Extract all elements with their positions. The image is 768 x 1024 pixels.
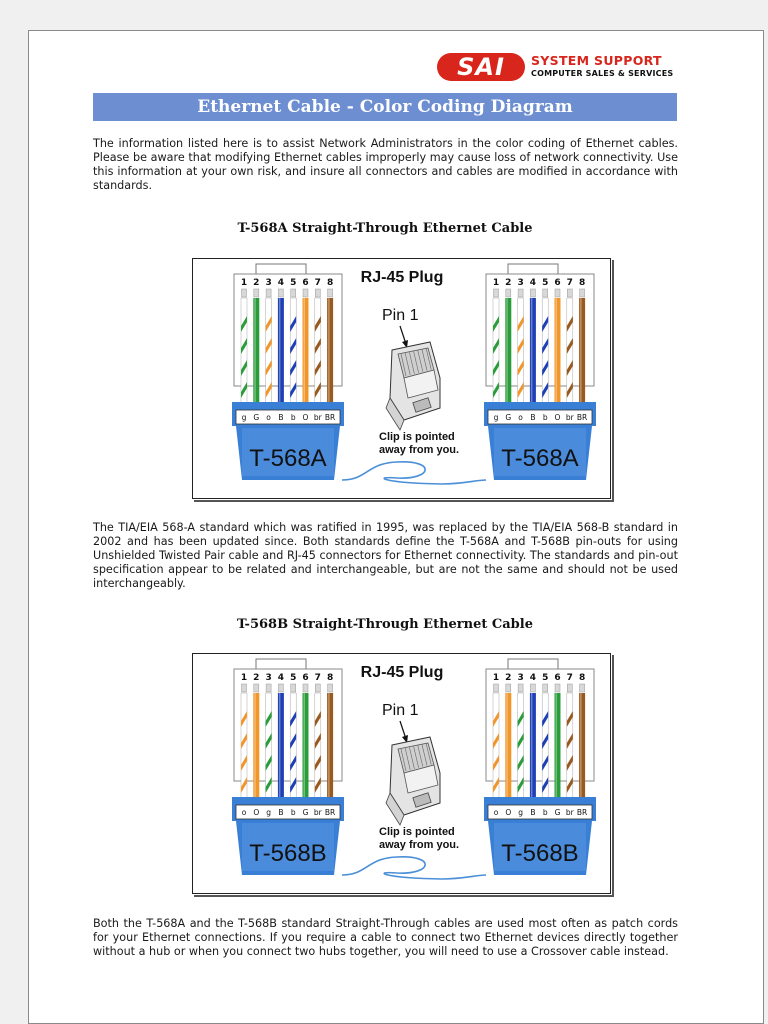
diagram-568a-right-pin-number: 7	[566, 278, 573, 288]
diagram-568a-left-wire	[253, 289, 259, 410]
diagram-568b-right-wire-code: BR	[576, 808, 588, 817]
diagram-568a-left-wire-code: B	[278, 413, 284, 422]
diagram-568a-left-wire-code: g	[241, 413, 247, 422]
diagram-568b-plug-label: RJ-45 Plug	[360, 664, 444, 681]
diagram-568a-left-pin-number: 2	[253, 278, 260, 288]
diagram-568a-left-wire	[266, 289, 272, 410]
diagram-568b-left-wire-code: o	[241, 808, 247, 817]
logo-company-name: SYSTEM SUPPORT	[531, 53, 662, 68]
diagram-568b-left-wire	[303, 684, 309, 805]
diagram-568a-left-connector	[232, 264, 344, 480]
diagram-568a-left-wire	[327, 289, 333, 410]
diagram-568b-right-wire	[567, 684, 573, 805]
company-logo	[437, 51, 677, 83]
diagram-568b-left-wire	[315, 684, 321, 805]
diagram-568b-left-boot	[232, 797, 344, 875]
diagram-568b-clip-note-line1: Clip is pointed	[379, 826, 455, 838]
diagram-568b-right-wire	[555, 684, 561, 805]
diagram-568a-left-wire-code: o	[266, 413, 271, 422]
diagram-568a-right-wire	[542, 289, 548, 410]
diagram-568b-right-wire	[493, 684, 499, 805]
diagram-568b-right-pin-number: 1	[492, 673, 500, 683]
diagram-568b-left-pin-number: 8	[326, 673, 334, 683]
diagram-568a-left-pin-number: 1	[240, 278, 248, 288]
diagram-568a-left-pin-number: 8	[326, 278, 334, 288]
diagram-568b-right-pin-number: 4	[529, 673, 537, 683]
diagram-568a-right-wire	[555, 289, 561, 410]
diagram-568b-right-connector	[484, 659, 596, 875]
diagram-568b-left-pin-number: 2	[253, 673, 260, 683]
diagram-568a-left-standard-label: T-568A	[249, 445, 327, 472]
page-title: Ethernet Cable - Color Coding Diagram	[93, 93, 677, 121]
diagram-568b-right-wire	[542, 684, 548, 805]
diagram-568a-right-wire-code: G	[505, 413, 512, 422]
diagram-568a-pin-label: Pin 1	[382, 307, 419, 324]
diagram-568b-right-wire	[530, 684, 536, 805]
diagram-568a-left-wire-code: O	[302, 413, 309, 422]
diagram-568b-right-wire-code: G	[554, 808, 561, 817]
diagram-568a-left-wire-code: b	[290, 413, 296, 422]
diagram-568a-left-wire	[303, 289, 309, 410]
diagram-568b-clip-note-line2: away from you.	[379, 839, 460, 851]
diagram-568b-right-pin-number: 6	[554, 673, 561, 683]
closing-paragraph: Both the T-568A and the T-568B standard Straight-Through cables are used most often as patch cords for your Ethernet connections. If you require a cable to connect two Ethernet devices directly together without a hub or when you connect two hubs together, you will need to use a Crossover cable instead.	[93, 917, 678, 958]
diagram-568b-left-wire	[266, 684, 272, 805]
diagram-568b-right-wire-code: g	[518, 808, 523, 817]
diagram-568b-right-pin-number: 3	[517, 673, 524, 683]
diagram-568a-right-pin-number: 1	[492, 278, 500, 288]
diagram-568b-right-wire-code: O	[505, 808, 512, 817]
diagram-568b-left-wire	[327, 684, 333, 805]
diagram-568b-right-wire-code: br	[565, 808, 574, 817]
diagram-568a-right-wire-code: BR	[576, 413, 588, 422]
diagram-568a-right-wire-code: O	[554, 413, 561, 422]
diagram-568a-right-wire-code: g	[493, 413, 499, 422]
diagram-568b-left-wire-code: b	[290, 808, 296, 817]
diagram-568a-left-pin-number: 4	[277, 278, 285, 288]
diagram-568b-left-pin-number: 3	[265, 673, 272, 683]
diagram-568b-right-wire-code: B	[530, 808, 536, 817]
diagram-568b-left-connector	[232, 659, 344, 875]
section-heading-568b: T-568B Straight-Through Ethernet Cable	[237, 617, 533, 632]
diagram-568a-right-standard-label: T-568A	[501, 445, 579, 472]
diagram-568a-right-pin-number: 4	[529, 278, 537, 288]
diagram-568a-right-wire	[493, 289, 499, 410]
diagram-568a-right-pin-number: 2	[505, 278, 512, 288]
diagram-568a-left-boot	[232, 402, 344, 480]
diagram-568b-right-wire	[518, 684, 524, 805]
diagram-568b-left-wire	[278, 684, 284, 805]
diagram-568a-right-wire	[567, 289, 573, 410]
diagram-568b-left-wire-code: O	[253, 808, 260, 817]
diagram-568a-right-wire	[518, 289, 524, 410]
diagram-568b-left-standard-label: T-568B	[249, 840, 327, 867]
diagram-568b-left-wire	[253, 684, 259, 805]
diagram-568b-right-wire-code: o	[493, 808, 499, 817]
diagram-568a-left-pin-number: 6	[302, 278, 309, 288]
diagram-568b-left-wire-code: br	[313, 808, 322, 817]
diagram-568b-left-pin-number: 5	[290, 673, 297, 683]
diagram-568a-clip-note-line2: away from you.	[379, 444, 460, 456]
diagram-568a-plug-label: RJ-45 Plug	[360, 269, 444, 286]
diagram-568a-right-pin-number: 6	[554, 278, 561, 288]
intro-paragraph: The information listed here is to assist Network Administrators in the color coding of Ethernet cables. Please be aware that modifying Ethernet cables improperly may cause loss of network connectivity. Use this information at your own risk, and insure all connectors and cables are modified in accordance with standards.	[93, 137, 678, 192]
diagram-568a-right-wire-code: br	[565, 413, 574, 422]
standards-paragraph: The TIA/EIA 568-A standard which was ratified in 1995, was replaced by the TIA/EIA 568-B standard in 2002 and has been updated since. Both standards define the T-568A and T-568B pin-outs for using Unshielded Twisted Pair cable and RJ-45 connectors for Ethernet connectivity. The standards and pin-out specification appear to be related and interchangeable, but are not the same and should not be used interchangeably.	[93, 521, 678, 590]
diagram-568a-left-wire	[278, 289, 284, 410]
diagram-568a-right-wire	[530, 289, 536, 410]
diagram-568b-right-pin-number: 7	[566, 673, 573, 683]
diagram-568b-right-wire-code: b	[542, 808, 548, 817]
diagram-568b-right-pin-number: 8	[578, 673, 586, 683]
diagram-568a-left-pin-number: 7	[314, 278, 321, 288]
logo-mark: SAI	[437, 53, 525, 81]
diagram-568b-right-pin-number: 2	[505, 673, 512, 683]
diagram-568a-right-boot	[484, 402, 596, 480]
diagram-568b-pin-label: Pin 1	[382, 702, 419, 719]
diagram-568a-left-wire	[241, 289, 247, 410]
diagram-568b-right-boot	[484, 797, 596, 875]
logo-tagline: COMPUTER SALES & SERVICES	[531, 69, 674, 78]
diagram-568a-right-pin-number: 8	[578, 278, 586, 288]
diagram-568b-right-standard-label: T-568B	[501, 840, 579, 867]
diagram-568b-left-pin-number: 7	[314, 673, 321, 683]
diagram-568b	[192, 653, 612, 895]
diagram-568b-right-pin-number: 5	[542, 673, 549, 683]
diagram-568a-right-wire	[579, 289, 585, 410]
diagram-568a-left-wire-code: br	[313, 413, 322, 422]
diagram-568a-left-wire	[315, 289, 321, 410]
diagram-568a-left-pin-number: 3	[265, 278, 272, 288]
diagram-568b-left-pin-number: 6	[302, 673, 309, 683]
diagram-568a-right-wire-code: b	[542, 413, 548, 422]
diagram-568b-left-wire	[241, 684, 247, 805]
diagram-568a-right-wire-code: o	[518, 413, 523, 422]
diagram-568a-right-pin-number: 3	[517, 278, 524, 288]
diagram-568a-left-wire	[290, 289, 296, 410]
diagram-568b-left-wire	[290, 684, 296, 805]
section-heading-568a: T-568A Straight-Through Ethernet Cable	[237, 221, 533, 236]
diagram-568b-left-wire-code: BR	[324, 808, 336, 817]
diagram-568a-left-wire-code: G	[253, 413, 260, 422]
diagram-568b-left-pin-number: 4	[277, 673, 285, 683]
diagram-568a-right-connector	[484, 264, 596, 480]
document-page	[28, 30, 764, 1024]
diagram-568a-right-wire-code: B	[530, 413, 536, 422]
diagram-568a-left-wire-code: BR	[324, 413, 336, 422]
diagram-568a	[192, 258, 612, 500]
diagram-568a-right-pin-number: 5	[542, 278, 549, 288]
diagram-568b-left-wire-code: g	[266, 808, 271, 817]
diagram-568a-clip-note-line1: Clip is pointed	[379, 431, 455, 443]
diagram-568b-right-wire	[505, 684, 511, 805]
diagram-568b-left-pin-number: 1	[240, 673, 248, 683]
diagram-568a-left-pin-number: 5	[290, 278, 297, 288]
diagram-568b-left-wire-code: G	[302, 808, 309, 817]
diagram-568b-right-wire	[579, 684, 585, 805]
diagram-568a-right-wire	[505, 289, 511, 410]
diagram-568b-left-wire-code: B	[278, 808, 284, 817]
